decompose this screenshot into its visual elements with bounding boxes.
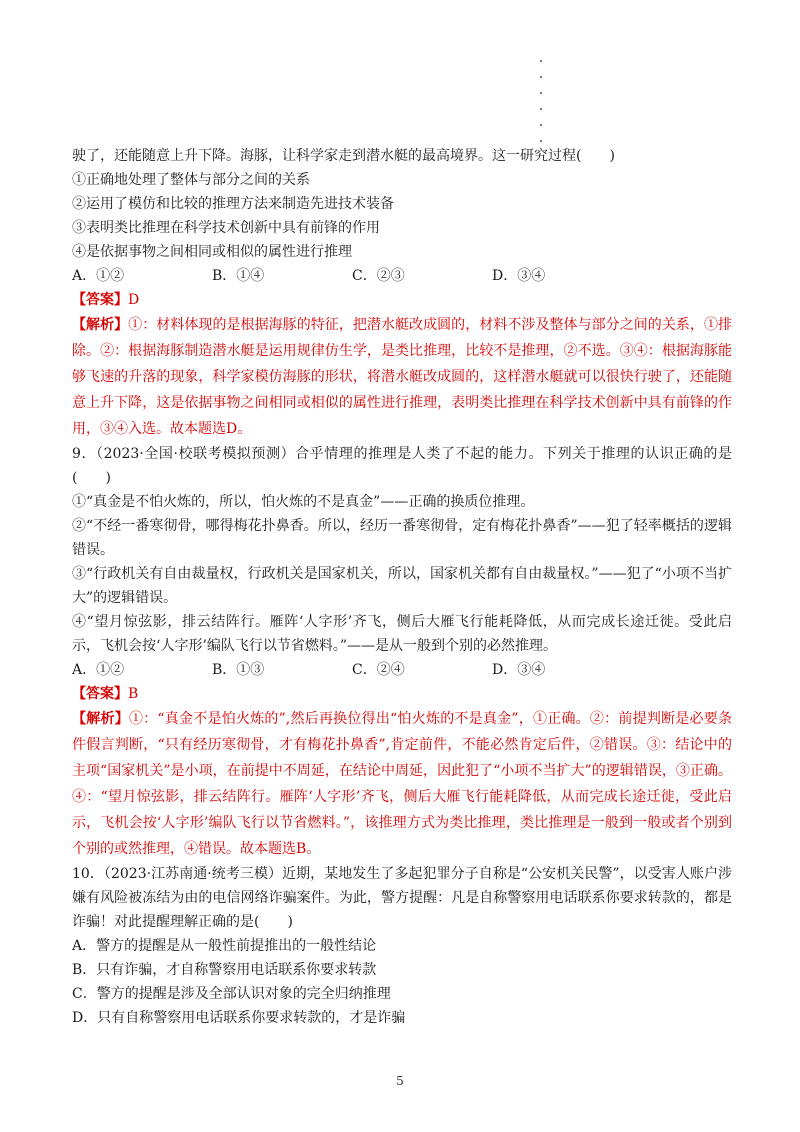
- q9-item-3: ③“行政机关有自由裁量权，行政机关是国家机关，所以，国家机关都有自由裁量权。”——犯了“小项不当扩大”的逻辑错误。: [72, 566, 732, 606]
- q9-option-a: A．①②: [72, 662, 125, 678]
- q8-options: [72, 264, 732, 288]
- q8-option-b: B．①④: [212, 268, 265, 284]
- q8-option-c: C．②③: [352, 268, 405, 284]
- q10-option-a: A．警方的提醒是从一般性前提推出的一般性结论: [72, 938, 377, 954]
- q8-answer-value: D: [128, 292, 140, 308]
- q8-analysis: [72, 312, 732, 442]
- q8-stem-tail: 驶了，还能随意上升下降。海豚，让科学家走到潜水艇的最高境界。这一研究过程( ): [72, 148, 615, 164]
- q9-answer: [72, 682, 732, 706]
- q9-item-4: ④“望月惊弦影，排云结阵行。雁阵‘人字形’齐飞，侧后大雁飞行能耗降低，从而完成长途迁徙。受此启示，飞机会按‘人字形’编队飞行以节省燃料。”——是从一般到个别的必然推理。: [72, 614, 732, 654]
- q9-analysis-text: ①：“真金不是怕火炼的”,然后再换位得出“怕火炼的不是真金”，①正确。②：前提判断是必要条件假言判断，“只有经历寒彻骨，才有梅花扑鼻香”,肯定前件，不能必然肯定后件，②错误。③：结论中的主项“国家机关”是小项，在前提中不周延，在结论中周延，因此犯了“小项不当扩大”的逻辑错误，③正确。④：“望月惊弦影，排云结阵行。雁阵‘人字形’齐飞，侧后大雁飞行能耗降低，从而完成长途迁徙，受此启示，飞机会按‘人字形’编队飞行以节省燃料。”，该推理方式为类比推理，类比推理是一般到一般或者个别到个别的或然推理，④错误。故本题选B。: [72, 711, 733, 857]
- q10-option-b: B．只有诈骗，才自称警察用电话联系你要求转款: [72, 962, 377, 978]
- page-content: [72, 144, 732, 1030]
- q9-item-2: ②“不经一番寒彻骨，哪得梅花扑鼻香。所以，经历一番寒彻骨，定有梅花扑鼻香”——犯了轻率概括的逻辑错误。: [72, 518, 732, 558]
- q9-analysis: [72, 706, 732, 862]
- q8-option-d: D．③④: [492, 268, 546, 284]
- q8-item-3: ③表明类比推理在科学技术创新中具有前锋的作用: [72, 220, 380, 236]
- q8-analysis-text: ①：材料体现的是根据海豚的特征，把潜水艇改成圆的，材料不涉及整体与部分之间的关系，①排除。②：根据海豚制造潜水艇是运用规律仿生学，是类比推理，比较不是推理，②不选。③④：根据海豚能够飞速的升落的现象，科学家模仿海豚的形状，将潜水艇改成圆的，这样潜水艇就可以很快行驶了，还能随意上升下降，这是依据事物之间相同或相似的属性进行推理，表明类比推理在科学技术创新中具有前锋的作用，③④入选。故本题选D。: [72, 317, 733, 437]
- q9-option-d: D．③④: [492, 662, 546, 678]
- q10-option-d: D．只有自称警察用电话联系你要求转款的，才是诈骗: [72, 1010, 406, 1026]
- q8-answer: [72, 288, 732, 312]
- q8-item-1: ①正确地处理了整体与部分之间的关系: [72, 172, 310, 188]
- q8-item-2: ②运用了模仿和比较的推理方法来制造先进技术装备: [72, 196, 394, 212]
- q9-answer-label: 【答案】: [72, 686, 128, 702]
- q9-answer-value: B: [128, 686, 139, 702]
- q9-item-1: ①“真金是不怕火炼的，所以，怕火炼的不是真金”——正确的换质位推理。: [72, 494, 535, 510]
- q8-item-4: ④是依据事物之间相同或相似的属性进行推理: [72, 244, 352, 260]
- margin-dots: [540, 60, 546, 142]
- q9-option-b: B．①③: [212, 662, 265, 678]
- q8-analysis-label: 【解析】: [72, 317, 129, 333]
- q9-options: [72, 658, 732, 682]
- q9-option-c: C．②④: [352, 662, 405, 678]
- q9-analysis-label: 【解析】: [72, 711, 129, 727]
- page-number: 5: [396, 1074, 404, 1088]
- q8-answer-label: 【答案】: [72, 292, 128, 308]
- q9-stem: 9．（2023·全国·校联考模拟预测）合乎情理的推理是人类了不起的能力。下列关于推理的认识正确的是( ): [72, 446, 732, 486]
- q10-stem: 10．（2023·江苏南通·统考三模）近期，某地发生了多起犯罪分子自称是“公安机关民警”，以受害人账户涉嫌有风险被冻结为由的电信网络诈骗案件。为此，警方提醒：凡是自称警察用电话联系你要求转款的，都是诈骗！对此提醒理解正确的是( ): [72, 866, 732, 930]
- q10-option-c: C．警方的提醒是涉及全部认识对象的完全归纳推理: [72, 986, 391, 1002]
- q8-option-a: A．①②: [72, 268, 125, 284]
